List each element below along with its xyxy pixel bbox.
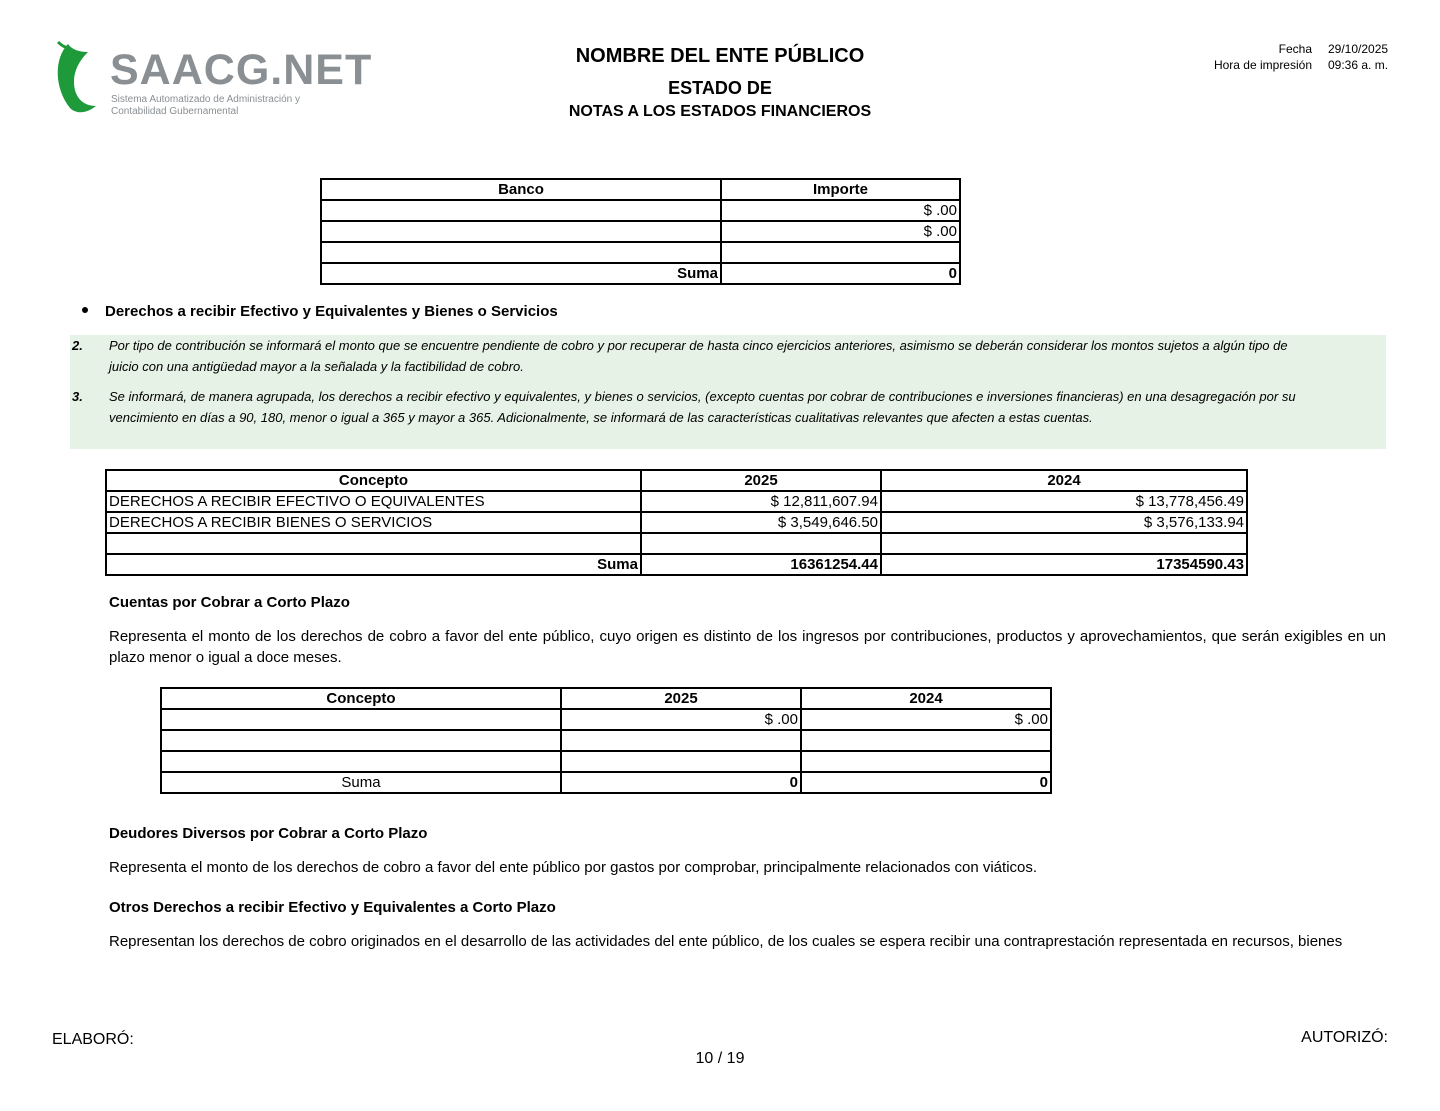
table-total-row <box>321 263 960 284</box>
table-cell: $ 3,576,133.94 <box>881 512 1247 533</box>
table-row <box>106 533 1247 554</box>
table-cell: DERECHOS A RECIBIR EFECTIVO O EQUIVALENTES <box>106 491 641 512</box>
notas-title: NOTAS A LOS ESTADOS FINANCIEROS <box>568 103 872 120</box>
print-meta-labels <box>1214 41 1312 73</box>
cuentas-title: Cuentas por Cobrar a Corto Plazo <box>109 594 350 611</box>
table-cell: $ .00 <box>561 709 801 730</box>
total-2024: 17354590.43 <box>881 554 1247 575</box>
table-total-row <box>161 772 1051 793</box>
table-cell <box>801 751 1051 772</box>
deudores-text: Representa el monto de los derechos de cobro a favor del ente público por gastos por comprobar, principalmente relacionados con viáticos. <box>109 859 1038 876</box>
logo-subtitle <box>111 94 371 118</box>
note-number: 3. <box>72 389 83 404</box>
table-cell <box>561 730 801 751</box>
total-2025: 16361254.44 <box>641 554 881 575</box>
elaboro-label: ELABORÓ: <box>52 1031 134 1048</box>
table-cell <box>161 751 561 772</box>
autorizo-label: AUTORIZÓ: <box>1301 1029 1388 1046</box>
table-row <box>106 491 1247 512</box>
note-line: juicio con una antigüedad mayor a la señalada y la factibilidad de cobro. <box>109 359 524 374</box>
total-2025: 0 <box>561 772 801 793</box>
fecha-value: 29/10/2025 <box>1328 42 1389 56</box>
otros-title: Otros Derechos a recibir Efectivo y Equivalentes a Corto Plazo <box>109 899 556 916</box>
logo-subtitle-line-1: Sistema Automatizado de Administración y <box>111 94 300 105</box>
note-line: Por tipo de contribución se informará el monto que se encuentre pendiente de cobro y por recuperar de hasta cinco ejercicios anteriores, asimismo se deberán considerar los montos sujetos a algún tipo de <box>109 338 1288 353</box>
table-row <box>161 730 1051 751</box>
col-header-2024: 2024 <box>881 470 1247 491</box>
table-cell <box>321 200 721 221</box>
note-text <box>109 386 1384 428</box>
derechos-table <box>105 469 1248 576</box>
table-row <box>321 242 960 263</box>
table-cell <box>106 533 641 554</box>
col-header-2025: 2025 <box>641 470 881 491</box>
table-cell <box>881 533 1247 554</box>
table-row <box>161 709 1051 730</box>
table-header-row <box>321 179 960 200</box>
table-cell: $ 13,778,456.49 <box>881 491 1247 512</box>
table-cell: $ .00 <box>721 200 960 221</box>
bullet-heading <box>82 303 558 320</box>
cuentas-text: Representa el monto de los derechos de cobro a favor del ente público, cuyo origen es distinto de los ingresos por contribuciones, productos y aprovechamientos, que serán exigibles en un plazo menor o igual a doce meses. <box>109 628 1386 666</box>
table-cell <box>721 242 960 263</box>
print-meta-values <box>1328 41 1388 73</box>
table-cell: DERECHOS A RECIBIR BIENES O SERVICIOS <box>106 512 641 533</box>
table-header-row <box>106 470 1247 491</box>
col-header-importe: Importe <box>721 179 960 200</box>
table-cell <box>321 242 721 263</box>
table-cell <box>801 730 1051 751</box>
logo-wordmark: SAACG.NET <box>110 46 373 94</box>
table-cell <box>161 730 561 751</box>
table-row <box>161 751 1051 772</box>
fecha-label: Fecha <box>1278 42 1312 56</box>
table-cell <box>161 709 561 730</box>
deudores-title: Deudores Diversos por Cobrar a Corto Plazo <box>109 825 428 842</box>
total-label: Suma <box>106 554 641 575</box>
col-header-concepto: Concepto <box>161 688 561 709</box>
table-cell <box>561 751 801 772</box>
total-label: Suma <box>161 772 561 793</box>
total-2024: 0 <box>801 772 1051 793</box>
note-line: Se informará, de manera agrupada, los derechos a recibir efectivo y equivalentes, y bienes o servicios, (excepto cuentas por cobrar de contribuciones e inversiones financieras) en una desagregación por su <box>109 389 1296 404</box>
col-header-banco: Banco <box>321 179 721 200</box>
estado-title: ESTADO DE <box>668 78 772 98</box>
hora-label: Hora de impresión <box>1213 58 1312 72</box>
table-row <box>321 221 960 242</box>
col-header-2025: 2025 <box>561 688 801 709</box>
table-header-row <box>161 688 1051 709</box>
ente-title: NOMBRE DEL ENTE PÚBLICO <box>575 45 865 67</box>
page-number: 10 / 19 <box>695 1050 745 1067</box>
table-total-row <box>106 554 1247 575</box>
bullet-icon <box>82 307 88 313</box>
total-value: 0 <box>721 263 960 284</box>
logo-subtitle-line-2: Contabilidad Gubernamental <box>111 106 239 117</box>
note-line: vencimiento en días a 90, 180, menor o igual a 365 y mayor a 365. Adicionalmente, se informará de las características cualitativas relevantes que afecten a estas cuentas. <box>109 410 1093 425</box>
table-cell: $ .00 <box>801 709 1051 730</box>
total-label: Suma <box>321 263 721 284</box>
table-row <box>321 200 960 221</box>
table-cell: $ .00 <box>721 221 960 242</box>
note-text <box>109 335 1384 377</box>
col-header-concepto: Concepto <box>106 470 641 491</box>
leaf-logo-icon <box>52 40 112 118</box>
saacg-logo <box>52 40 397 120</box>
table-row <box>106 512 1247 533</box>
table-cell <box>321 221 721 242</box>
otros-text: Representan los derechos de cobro originados en el desarrollo de las actividades del ente público, de los cuales se espera recibir una contraprestación representada en recursos, bienes <box>109 933 1343 950</box>
bank-table <box>320 178 961 285</box>
table-cell: $ 12,811,607.94 <box>641 491 881 512</box>
bullet-heading-text: Derechos a recibir Efectivo y Equivalentes y Bienes o Servicios <box>105 303 558 320</box>
table-cell: $ 3,549,646.50 <box>641 512 881 533</box>
hora-value: 09:36 a. m. <box>1328 58 1389 72</box>
cuentas-table <box>160 687 1052 794</box>
table-cell <box>641 533 881 554</box>
note-number: 2. <box>72 338 83 353</box>
col-header-2024: 2024 <box>801 688 1051 709</box>
